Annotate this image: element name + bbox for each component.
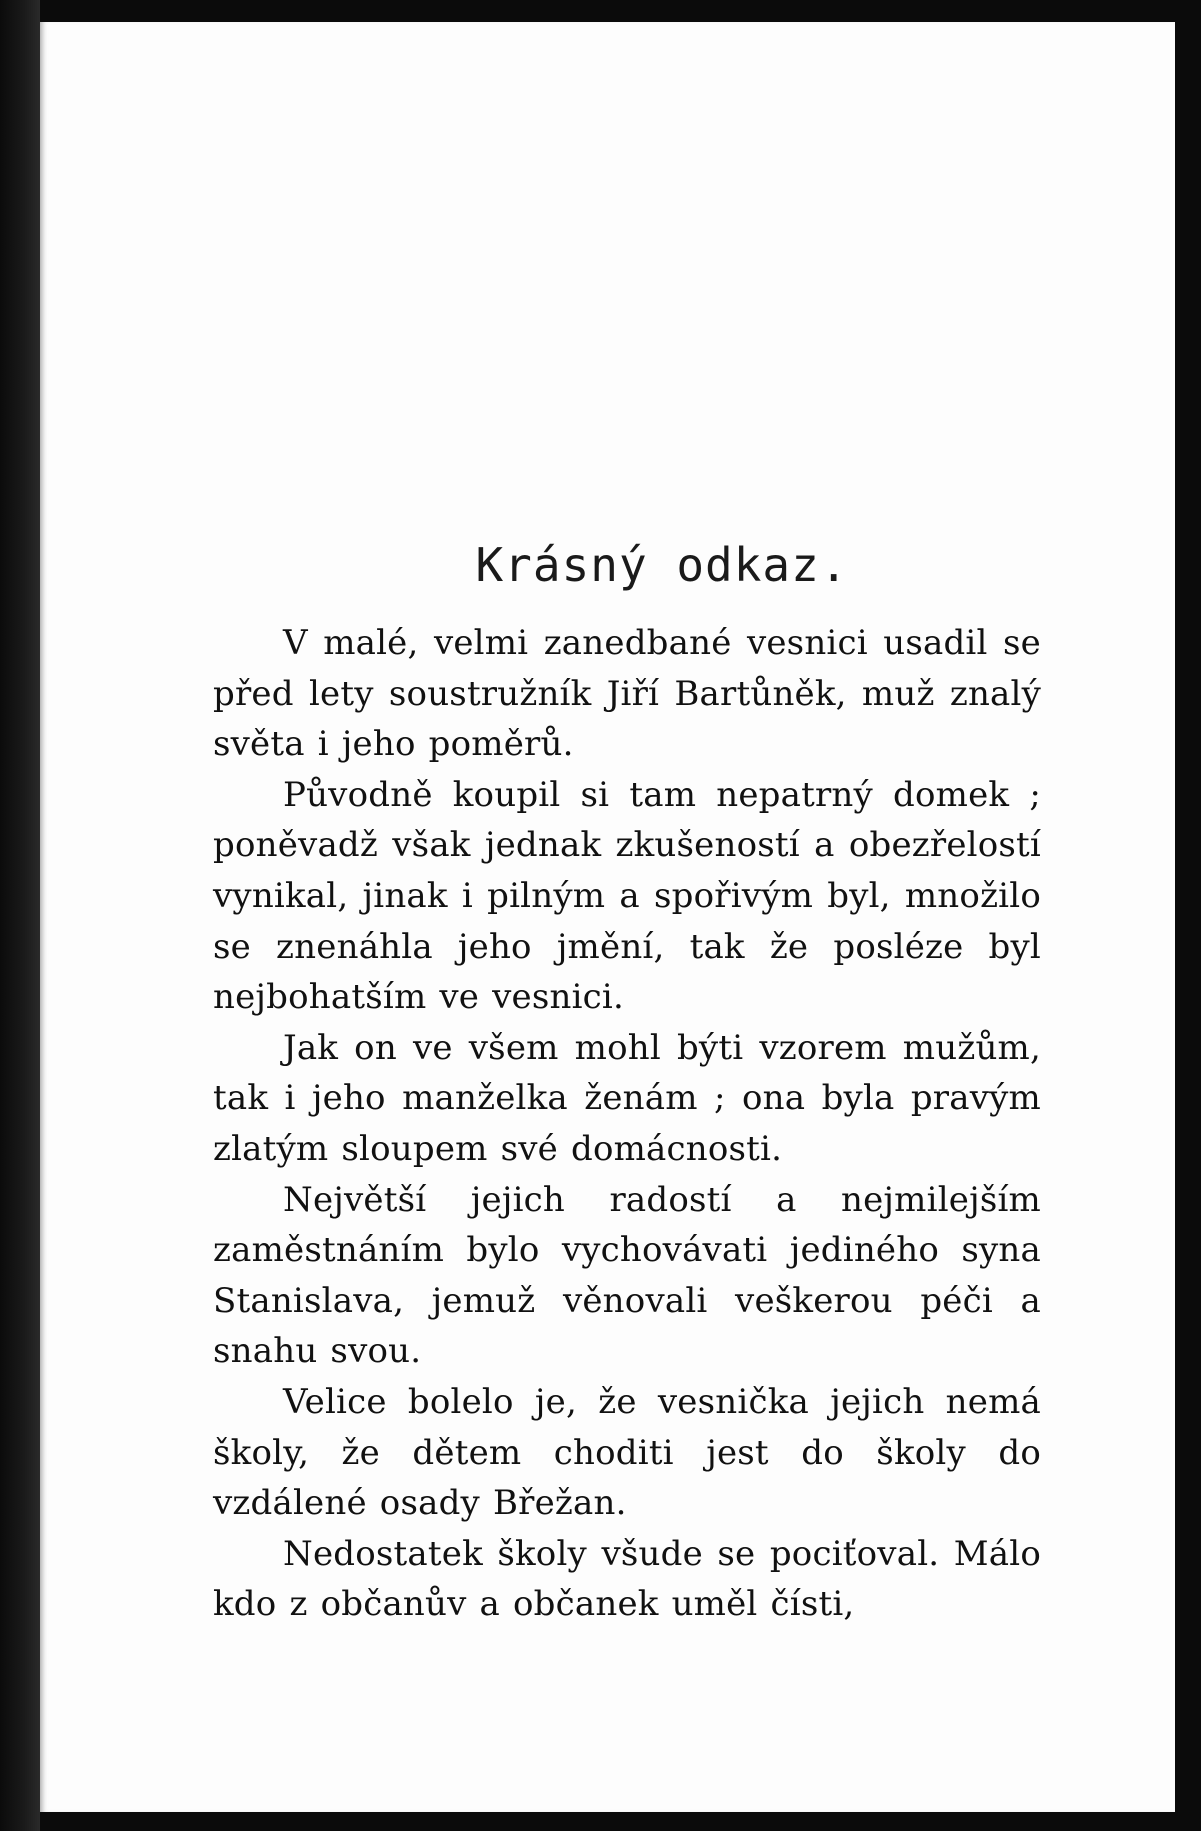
page-binding-edge	[0, 0, 40, 1831]
paragraph-1: V malé, velmi zanedbané vesnici usadil se před lety soustružník Jiří Bartůněk, muž znalý světa i jeho poměrů.	[213, 623, 1041, 765]
paragraph-4: Největší jejich radostí a nejmilejším zaměstnáním bylo vychovávati jediného syna Stanislava, jemuž věnovali veškerou péči a snahu svou.	[213, 1179, 1041, 1372]
paragraph-5: Velice bolelo je, že vesnička jejich nemá školy, že dětem choditi jest do školy do vzdálené osady Břežan.	[213, 1381, 1041, 1524]
page-right-edge	[1175, 0, 1201, 1831]
paragraph-2: Původně koupil si tam nepatrný domek ; poněvadž však jednak zkušeností a obezřelostí vynikal, jinak i pilným a spořivým byl, množilo se znenáhla jeho jmění, tak že posléze byl nejbohatším ve vesnici.	[213, 774, 1041, 1018]
chapter-title: Krásný odkaz.	[475, 538, 849, 592]
body-text	[213, 618, 1041, 1630]
paragraph-6: Nedostatek školy všude se pociťoval. Málo kdo z občanův a občanek uměl čísti,	[213, 1533, 1041, 1625]
paragraph-3: Jak on ve všem mohl býti vzorem mužům, tak i jeho manželka ženám ; ona byla pravým zlatým sloupem své domácnosti.	[213, 1027, 1041, 1169]
